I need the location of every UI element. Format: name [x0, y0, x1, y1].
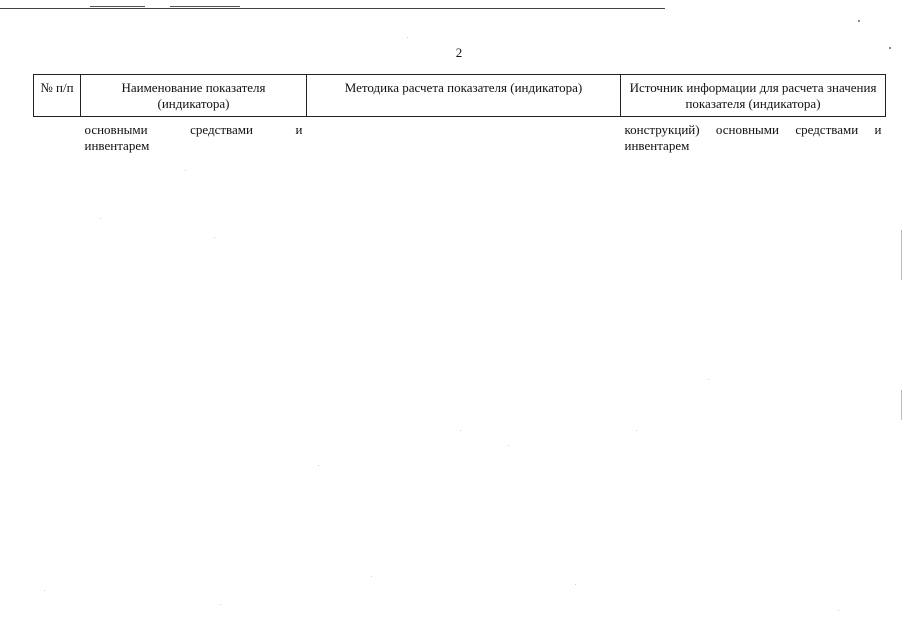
- row-method-cell: [307, 117, 621, 155]
- row-name-cell: [81, 117, 307, 155]
- scan-speck: [636, 430, 637, 431]
- row-source-line: инвентарем: [624, 138, 690, 153]
- scan-edge-mark: [901, 230, 902, 280]
- scan-speck: [508, 445, 509, 446]
- table-body: [34, 117, 886, 155]
- scan-speck: [318, 465, 319, 466]
- top-edge-rule: [0, 8, 665, 9]
- table-header: [34, 75, 886, 117]
- scan-speck: [100, 218, 101, 219]
- scan-speck: [220, 604, 221, 605]
- table-row: [34, 117, 886, 155]
- page-number: 2: [455, 45, 463, 60]
- top-edge-dash: [170, 6, 240, 7]
- row-source-line: конструкций) основными средствами и: [624, 122, 882, 137]
- scan-speck: [858, 20, 860, 22]
- header-number: № п/п: [34, 75, 81, 117]
- scan-edge-mark: [901, 390, 902, 420]
- row-source-cell: [621, 117, 886, 155]
- header-name: Наименование показателя (индикатора): [81, 75, 307, 117]
- row-name-line: инвентарем: [84, 138, 150, 153]
- header-row: [34, 75, 886, 117]
- top-edge-dash: [90, 6, 145, 7]
- scan-speck: [460, 430, 461, 431]
- scan-speck: [371, 576, 372, 577]
- header-method: Методика расчета показателя (индикатора): [307, 75, 621, 117]
- scan-speck: [708, 379, 709, 380]
- scan-speck: [185, 170, 186, 171]
- scan-speck: [407, 37, 408, 38]
- indicators-table: [33, 74, 886, 154]
- scan-speck: [44, 590, 45, 591]
- row-name-line: основными средствами и: [84, 122, 303, 137]
- header-source: Источник информации для расчета значения показателя (индикатора): [621, 75, 886, 117]
- row-number-cell: [34, 117, 81, 155]
- scan-speck: [575, 584, 576, 585]
- scan-speck: [838, 610, 839, 611]
- scan-speck: [889, 47, 891, 49]
- scan-speck: [214, 237, 215, 238]
